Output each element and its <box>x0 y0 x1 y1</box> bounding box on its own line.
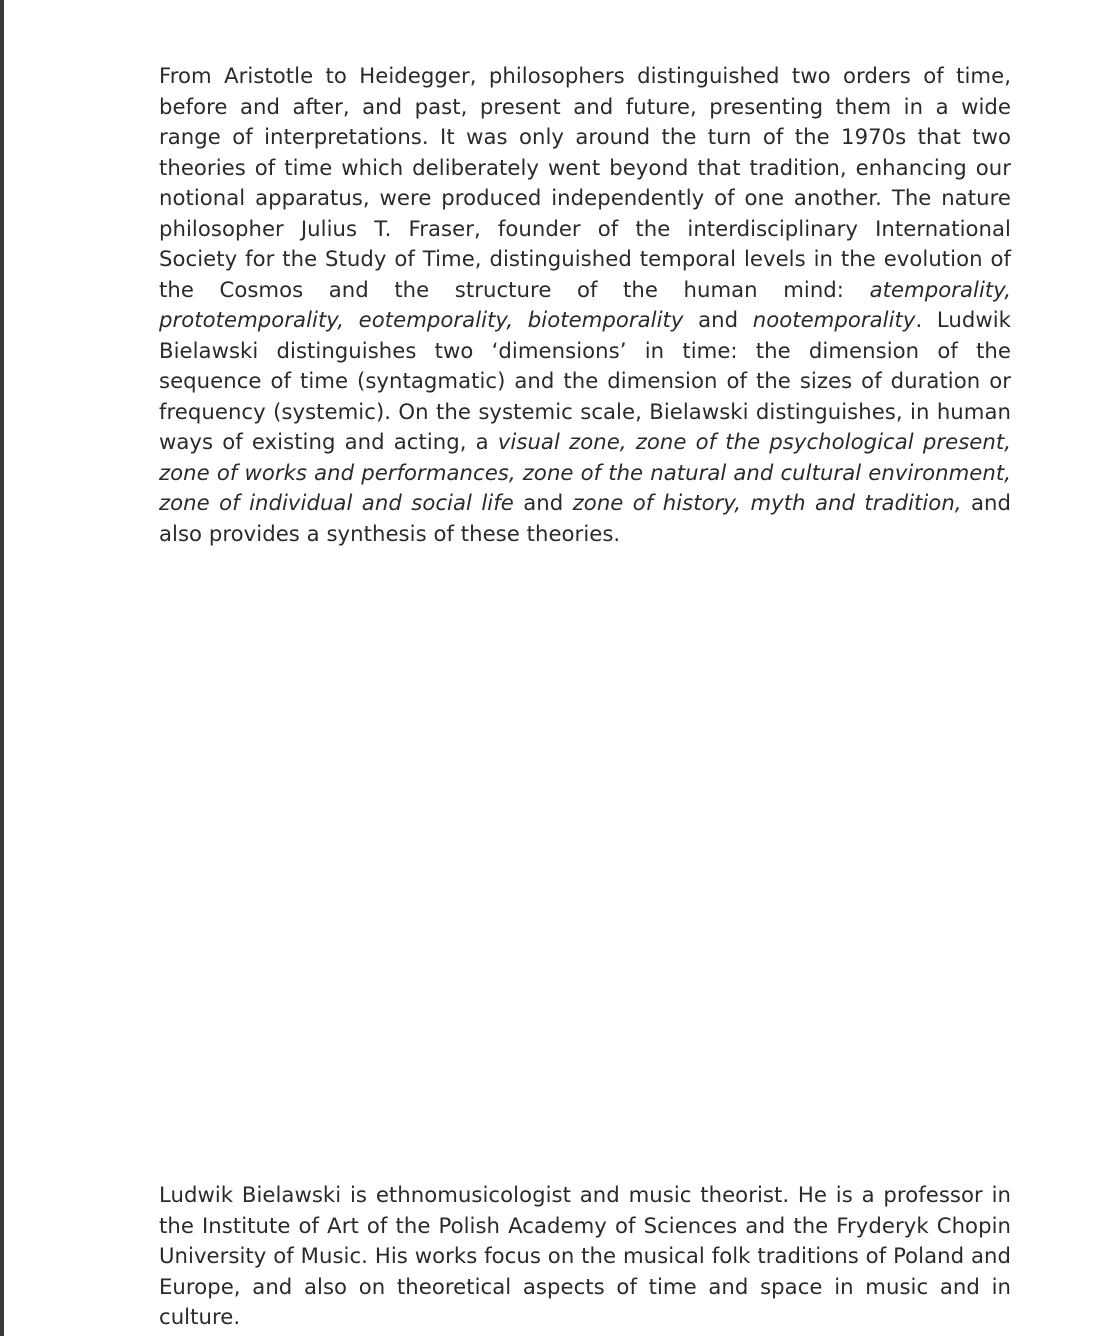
summary-text-1: From Aristotle to Heidegger, philosophers distinguished two orders of time, before and after, and past, present and future, presenting them in a wide range of interpretations. It was only around the turn of the 1970s that two theories of time which deliberately went beyond that tradition, enhancing our notional apparatus, were produced independently of one another. The nature philosopher Julius T. Fraser, founder of the interdisciplinary International Society for the Study of Time, distinguished temporal levels in the evolution of the Cosmos and the structure of the human mind: <box>159 63 1011 302</box>
summary-italic-history-zone: zone of history, myth and tradition, <box>572 490 962 515</box>
summary-italic-zones: visual zone, zone of the psychological present, zone of works and performances, zone of the natural and cultural environment, zone of individual and social life <box>159 429 1011 515</box>
summary-paragraph <box>159 61 1011 549</box>
page-edge-shadow <box>0 0 4 1336</box>
summary-italic-temporalities: atemporality, prototemporality, eotemporality, biotemporality <box>159 276 1011 332</box>
author-bio-paragraph: Ludwik Bielawski is ethnomusicologist and music theorist. He is a professor in the Institute of Art of the Polish Academy of Sciences and the Fryderyk Chopin University of Music. His works focus on the musical folk traditions of Poland and Europe, and also on theoretical aspects of time and space in music and in culture. <box>159 1182 1011 1329</box>
summary-text-2: and <box>683 307 753 332</box>
summary-text-3: . Ludwik Bielawski distinguishes two ‘dimensions’ in time: the dimension of the sequence of time (syntagmatic) and the dimension of the sizes of duration or frequency (systemic). On the systemic scale, Bielawski distinguishes, in human ways of existing and acting, a <box>159 307 1011 454</box>
summary-text-5: and also provides a synthesis of these theories. <box>159 490 1012 546</box>
summary-italic-nootemporality: nootemporality <box>752 307 916 332</box>
summary-text-4: and <box>513 490 573 515</box>
